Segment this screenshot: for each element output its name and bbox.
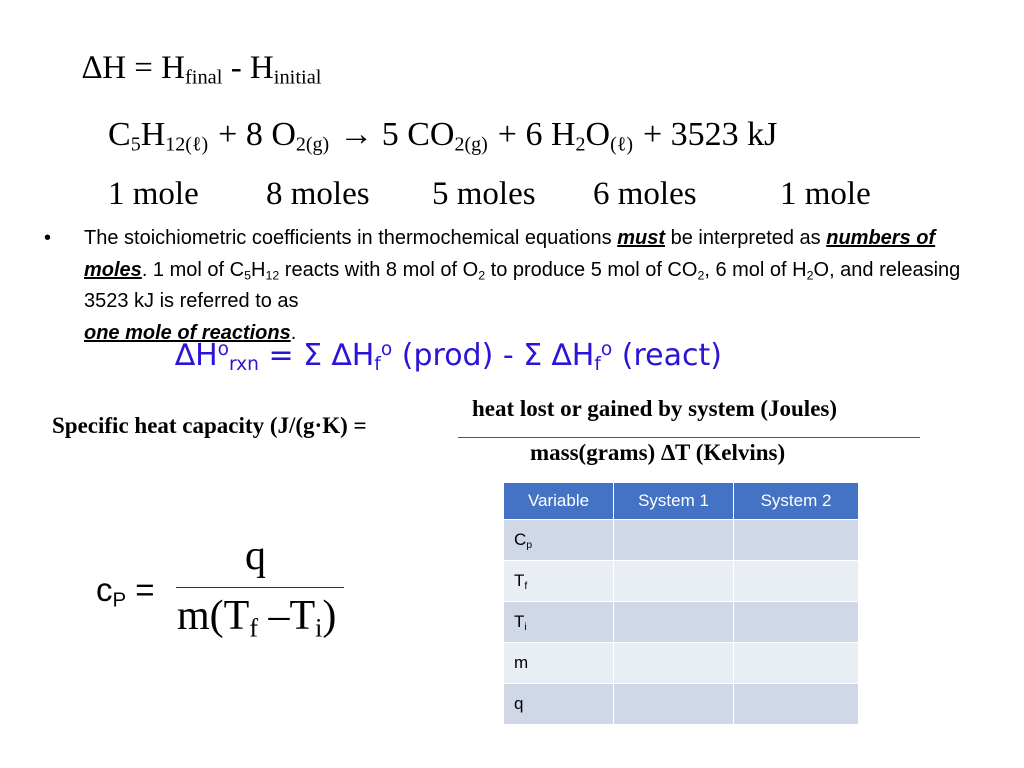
moles-row [0, 176, 1024, 218]
co2-subscript: 2(g) [454, 133, 488, 156]
moles-label: 5 moles [432, 176, 536, 212]
text-run: be interpreted as [665, 227, 827, 249]
h-equals: H = H [102, 50, 185, 86]
variable-cell [504, 561, 614, 602]
specific-heat-numerator: heat lost or gained by system (Joules) [472, 396, 838, 421]
variable-symbol: m [514, 653, 529, 672]
variable-symbol: C [514, 530, 527, 549]
variable-cell [504, 643, 614, 684]
emphasis-must: must [617, 227, 666, 249]
text-run: reacts with 8 mol of O [279, 258, 479, 281]
cp-denominator [177, 592, 337, 643]
moles-label: 8 moles [266, 176, 370, 212]
moles-label: 1 mole [108, 176, 199, 212]
moles-label: 6 moles [593, 176, 697, 212]
minus-t: –T [257, 593, 316, 639]
f-subscript: f [249, 613, 258, 643]
system2-cell[interactable] [734, 561, 859, 602]
react-term: (react) [612, 338, 722, 373]
system2-cell[interactable] [734, 643, 859, 684]
column-header: System 2 [734, 483, 859, 520]
minus-h: - H [222, 50, 274, 86]
table-row [504, 643, 859, 684]
system2-cell[interactable] [734, 684, 859, 725]
degree-sup: o [600, 338, 613, 360]
f-subscript: f [594, 354, 601, 376]
enthalpy-change-definition [82, 50, 321, 87]
text-run: O, and releasing 3523 kJ is referred to as [84, 258, 961, 312]
text-run: H [250, 258, 266, 281]
table-row [504, 561, 859, 602]
cp-fraction-bar [176, 587, 344, 588]
table-row [504, 602, 859, 643]
subscript: 2 [478, 267, 486, 282]
variable-symbol: q [514, 694, 524, 713]
variable-symbol: T [514, 571, 525, 590]
variable-symbol: T [514, 612, 525, 631]
f-subscript: f [374, 354, 381, 376]
specific-heat-denominator: mass(grams) ∆T (Kelvins) [530, 440, 786, 465]
carbon: C [108, 116, 131, 153]
subscript: 12 [265, 267, 280, 282]
plus-water-h: + 6 H [497, 116, 576, 153]
emphasis-numbers-of-moles: numbers of moles [84, 227, 936, 281]
table-header-row [504, 483, 859, 520]
initial-subscript: initial [273, 66, 322, 89]
table-row [504, 684, 859, 725]
combustion-equation [108, 116, 777, 154]
i-subscript: i [315, 613, 323, 643]
variable-cell [504, 602, 614, 643]
degree-sup: o [380, 338, 393, 360]
carbon-subscript: 5 [130, 133, 141, 156]
system1-cell[interactable] [614, 561, 734, 602]
variable-subscript: f [524, 579, 528, 592]
variable-subscript: p [526, 538, 533, 551]
hydrogen-subscript: 12(ℓ) [165, 133, 209, 156]
variable-table [503, 482, 859, 725]
cp-numerator: q [245, 533, 266, 579]
system1-cell[interactable] [614, 520, 734, 561]
text-run: . 1 mol of C [141, 258, 245, 281]
p-subscript: P [112, 588, 127, 612]
equals-sign: = [126, 571, 155, 608]
hess-law-equation [175, 338, 722, 376]
moles-label: 1 mole [780, 176, 871, 212]
text-run: to produce 5 mol of CO [485, 258, 698, 281]
water-o: O [585, 116, 611, 153]
column-header: System 1 [614, 483, 734, 520]
close-paren: ) [322, 593, 337, 639]
system1-cell[interactable] [614, 684, 734, 725]
variable-cell [504, 684, 614, 725]
degree-sup: o [217, 338, 230, 360]
text-run: The stoichiometric coefficients in thermochemical equations [84, 227, 618, 249]
bullet-dot: • [44, 227, 52, 249]
text-run: , 6 mol of H [704, 258, 807, 281]
table-row [504, 520, 859, 561]
rxn-subscript: rxn [229, 354, 259, 376]
system1-cell[interactable] [614, 602, 734, 643]
oxygen-subscript: 2(g) [295, 133, 330, 156]
text-run: . [290, 321, 297, 344]
system1-cell[interactable] [614, 643, 734, 684]
prod-minus-sum: (prod) - Σ ∆H [392, 338, 595, 373]
variable-cell [504, 520, 614, 561]
delta-h: ∆H [175, 338, 218, 373]
hydrogen: H [140, 116, 166, 153]
water-h-subscript: 2 [575, 133, 586, 156]
c-letter: c [96, 571, 113, 608]
bullet-text [84, 223, 964, 349]
column-header: Variable [504, 483, 614, 520]
energy-term: + 3523 kJ [642, 116, 778, 153]
final-subscript: final [184, 66, 223, 89]
subscript: 2 [806, 267, 814, 282]
mass-temp: m(T [177, 593, 250, 639]
specific-heat-label: Specific heat capacity (J/(g·K) = [52, 413, 367, 438]
variable-subscript: i [524, 620, 527, 633]
delta-symbol: ∆ [82, 50, 103, 86]
sum-delta-h: = Σ ∆H [258, 338, 375, 373]
system2-cell[interactable] [734, 602, 859, 643]
subscript: 2 [697, 267, 705, 282]
emphasis-one-mole-of-reactions: one mole of reactions [84, 321, 291, 344]
cp-symbol [96, 571, 155, 612]
water-state: (ℓ) [610, 133, 633, 156]
plus-oxygen: + 8 O [218, 116, 296, 153]
system2-cell[interactable] [734, 520, 859, 561]
fraction-bar [458, 437, 920, 438]
arrow-co: → 5 CO [339, 116, 455, 153]
subscript: 5 [244, 267, 251, 282]
